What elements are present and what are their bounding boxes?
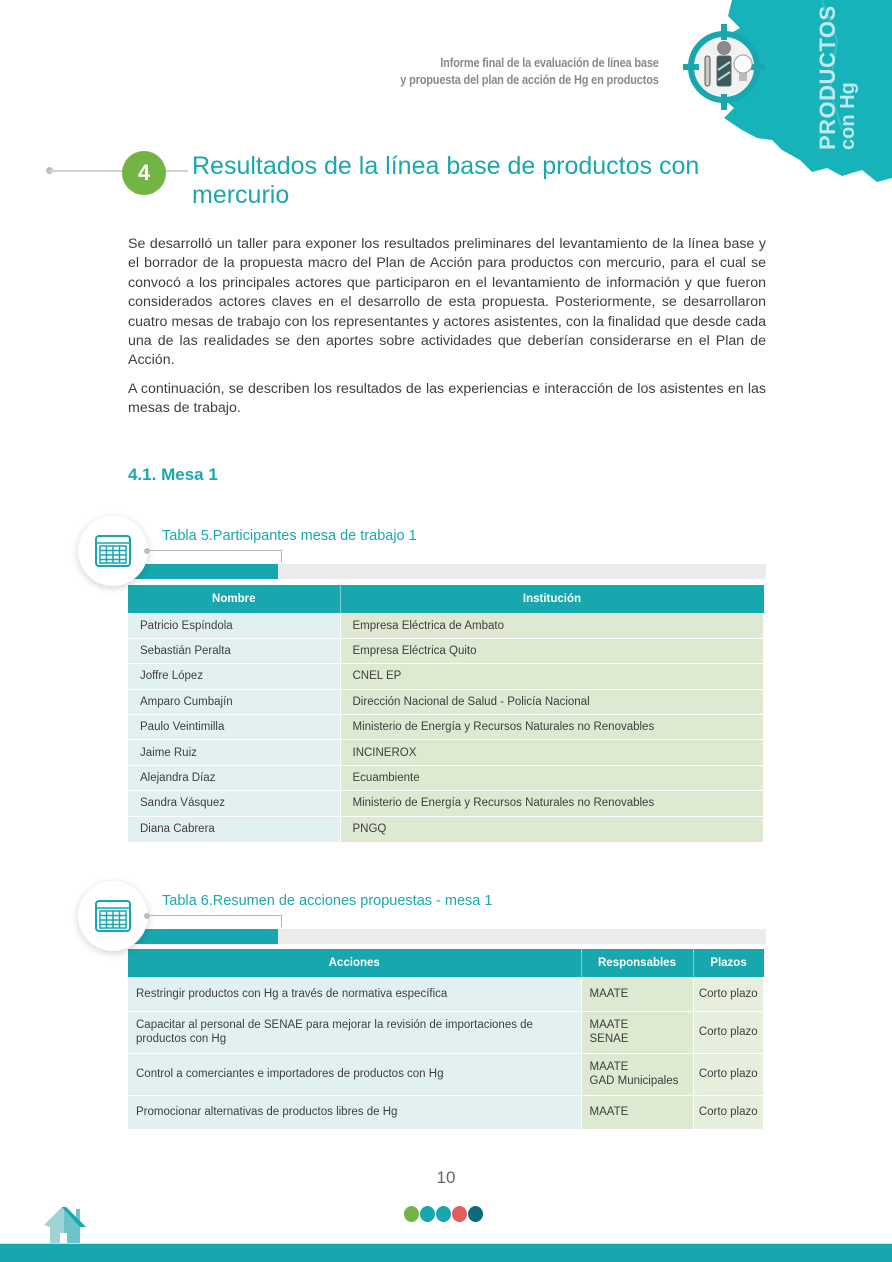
table-icon	[95, 535, 131, 567]
actions-summary-table	[128, 949, 764, 1129]
table-row	[128, 765, 764, 790]
column-header-responsible: Responsables	[581, 949, 693, 977]
page-number: 10	[436, 1168, 456, 1187]
table6-caption: Tabla 6.Resumen de acciones propuestas - mesa 1	[162, 893, 493, 909]
participant-institution: Ecuambiente	[340, 765, 764, 790]
responsible-cell	[581, 977, 693, 1011]
table-header-row	[128, 585, 764, 613]
caption-connector-line	[281, 550, 282, 562]
color-dot	[420, 1206, 435, 1222]
participant-name: Paulo Veintimilla	[128, 715, 340, 740]
participant-institution: Ministerio de Energía y Recursos Naturales no Renovables	[340, 715, 764, 740]
participant-institution: PNGQ	[340, 816, 764, 841]
category-label-line-1: PRODUCTOS	[815, 5, 840, 150]
header-line-1: Informe final de la evaluación de línea base	[440, 56, 659, 70]
responsible-entity: MAATE	[589, 1019, 629, 1031]
participant-name: Joffre López	[128, 664, 340, 689]
color-dot	[436, 1206, 451, 1222]
participants-table	[128, 585, 764, 842]
caption-connector-line	[281, 915, 282, 927]
participant-institution: Empresa Eléctrica de Ambato	[340, 613, 764, 638]
table5-caption: Tabla 5.Participantes mesa de trabajo 1	[162, 528, 417, 544]
participant-name: Jaime Ruiz	[128, 740, 340, 765]
table-row	[128, 977, 764, 1011]
deadline-cell: Corto plazo	[693, 1011, 764, 1053]
table-row	[128, 638, 764, 663]
caption-connector-line	[148, 915, 282, 916]
responsible-entity: MAATE	[589, 988, 629, 1000]
home-icon[interactable]	[40, 1205, 88, 1245]
deadline-cell: Corto plazo	[693, 977, 764, 1011]
participant-institution: Ministerio de Energía y Recursos Naturales no Renovables	[340, 791, 764, 816]
table-row	[128, 664, 764, 689]
deadline-cell: Corto plazo	[693, 1053, 764, 1095]
category-badge-label	[815, 5, 859, 150]
color-dot	[452, 1206, 467, 1222]
subsection-title: 4.1. Mesa 1	[128, 465, 218, 484]
participant-name: Diana Cabrera	[128, 816, 340, 841]
table-row	[128, 613, 764, 638]
table-icon	[95, 900, 131, 932]
responsible-cell	[581, 1011, 693, 1053]
table-row	[128, 740, 764, 765]
section-connector-line	[49, 170, 129, 172]
document-header	[401, 55, 659, 89]
section-title: Resultados de la línea base de productos con mercurio	[192, 152, 700, 209]
table-row	[128, 715, 764, 740]
table-header-row	[128, 949, 764, 977]
color-dot	[404, 1206, 419, 1222]
caption-connector-dot	[144, 913, 150, 919]
participant-institution: INCINEROX	[340, 740, 764, 765]
header-line-2: y propuesta del plan de acción de Hg en productos	[400, 73, 659, 87]
participant-name: Alejandra Díaz	[128, 765, 340, 790]
color-dot	[468, 1206, 483, 1222]
table-row	[128, 1095, 764, 1129]
participant-name: Sebastián Peralta	[128, 638, 340, 663]
participant-name: Patricio Espíndola	[128, 613, 340, 638]
responsible-cell	[581, 1095, 693, 1129]
participant-institution: Dirección Nacional de Salud - Policía Nacional	[340, 689, 764, 714]
intro-paragraph: Se desarrolló un taller para exponer los resultados preliminares del levantamiento de la línea base y el borrador de la propuesta macro del Plan de Acción para productos con mercurio, para el cual se convocó a los principales actores que participaron en el levantamiento de información y que fueron considerados actores claves en el desarrollo de esta propuesta. Posteriormente, se desarrollaron cuatro mesas de trabajo con los representantes y actores asistentes, con la finalidad que desde cada una de las realidades se den aportes sobre actividades que deberían considerarse en el Plan de Acción.	[128, 236, 766, 369]
caption-connector-dot	[144, 548, 150, 554]
section-number-badge: 4	[122, 151, 166, 195]
caption-bar-accent	[130, 929, 278, 944]
continuation-paragraph: A continuación, se describen los resultados de las experiencias e interacción de los asistentes en las mesas de trabajo.	[128, 381, 766, 417]
responsible-entity: GAD Municipales	[589, 1075, 679, 1087]
responsible-entity: MAATE	[589, 1061, 629, 1073]
action-cell: Control a comerciantes e importadores de productos con Hg	[128, 1053, 581, 1095]
table-row	[128, 1053, 764, 1095]
table-row	[128, 689, 764, 714]
action-cell: Restringir productos con Hg a través de normativa específica	[128, 977, 581, 1011]
deadline-cell: Corto plazo	[693, 1095, 764, 1129]
table-icon-badge	[78, 881, 148, 951]
mercury-products-target-icon	[683, 22, 765, 112]
participant-institution: Empresa Eléctrica Quito	[340, 638, 764, 663]
action-cell: Capacitar al personal de SENAE para mejorar la revisión de importaciones de productos con Hg	[128, 1011, 581, 1053]
table-row	[128, 1011, 764, 1053]
category-label-line-2: con Hg	[837, 82, 859, 150]
responsible-cell	[581, 1053, 693, 1095]
responsible-entity: MAATE	[589, 1106, 629, 1119]
footer-bar	[0, 1243, 892, 1262]
participant-institution: CNEL EP	[340, 664, 764, 689]
table-row	[128, 816, 764, 841]
participant-name: Amparo Cumbajín	[128, 689, 340, 714]
column-header-deadline: Plazos	[693, 949, 764, 977]
responsible-entity: SENAE	[589, 1033, 629, 1045]
action-cell: Promocionar alternativas de productos libres de Hg	[128, 1095, 581, 1129]
column-header-actions: Acciones	[128, 949, 581, 977]
caption-connector-line	[148, 550, 282, 551]
table-row	[128, 791, 764, 816]
table-icon-badge	[78, 516, 148, 586]
table5-caption-block	[78, 516, 768, 596]
column-header-institution: Institución	[340, 585, 764, 613]
participant-name: Sandra Vásquez	[128, 791, 340, 816]
caption-bar-accent	[130, 564, 278, 579]
column-header-name: Nombre	[128, 585, 340, 613]
